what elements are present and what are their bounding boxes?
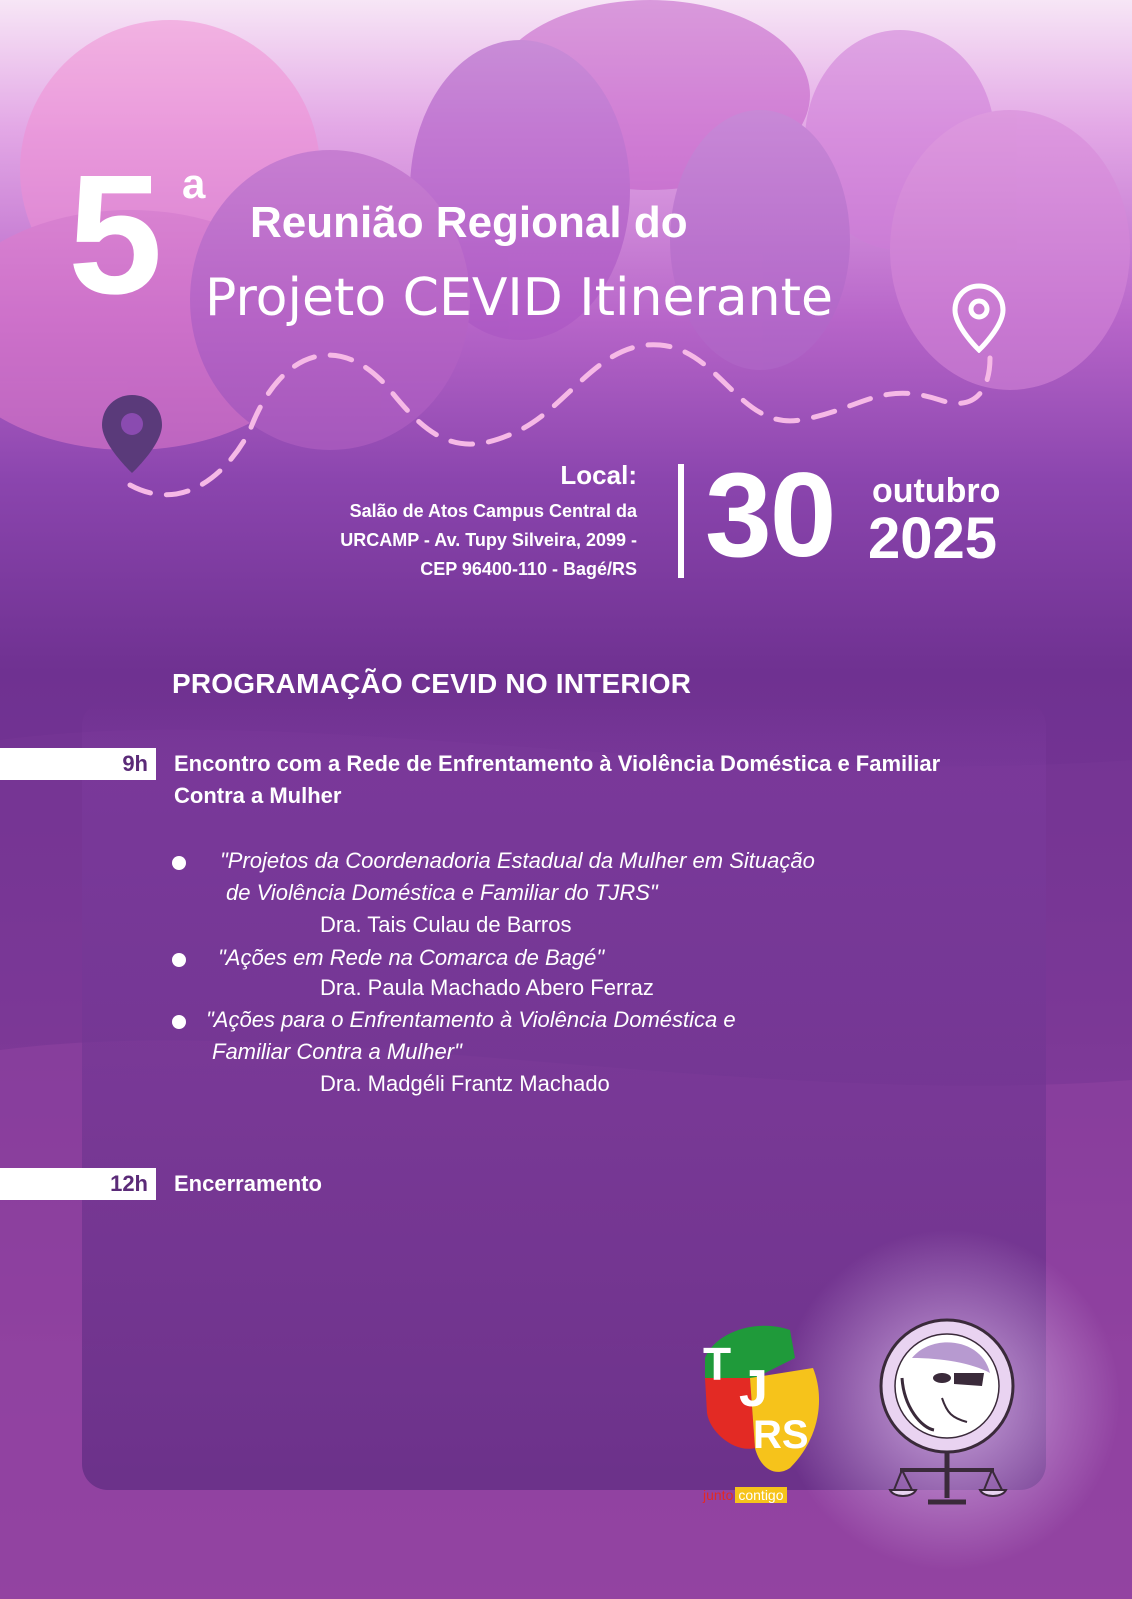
venue-address (257, 497, 637, 584)
cevid-emblem-icon (872, 1318, 1022, 1516)
svg-text:T: T (703, 1338, 732, 1390)
tjrs-emblem-icon (695, 1318, 835, 1488)
svg-text:RS: RS (753, 1413, 809, 1457)
event-year: 2025 (868, 506, 998, 571)
talk-title (206, 1004, 736, 1068)
page-title-line2: Projeto CEVID Itinerante (205, 268, 834, 328)
map-pin-end-icon (952, 283, 1006, 353)
talk-speaker: Dra. Madgéli Frantz Machado (320, 1071, 610, 1096)
page-title-line1: Reunião Regional do (250, 198, 688, 247)
tagline-contigo: contigo (735, 1487, 786, 1503)
event-month: outubro (872, 472, 1001, 510)
bullet-icon (172, 1015, 186, 1029)
bullet-icon (172, 856, 186, 870)
talk-title (220, 845, 815, 909)
venue-address-line: CEP 96400-110 - Bagé/RS (420, 559, 637, 579)
tjrs-logo (695, 1318, 835, 1518)
talk-title (218, 942, 604, 974)
svg-text:J: J (739, 1360, 768, 1418)
talk-title-line: Familiar Contra a Mulher" (212, 1039, 462, 1064)
talk-title-line: "Projetos da Coordenadoria Estadual da Mulher em Situação (220, 848, 815, 873)
date-divider (678, 464, 684, 578)
slot-title-closing: Encerramento (174, 1171, 322, 1196)
venue-label: Local: (560, 460, 637, 490)
time-tag-12h: 12h (0, 1168, 156, 1200)
map-pin-start-icon (100, 393, 164, 475)
event-day: 30 (705, 448, 835, 582)
talk-title-line: "Ações em Rede na Comarca de Bagé" (218, 945, 605, 970)
talk-title-line: de Violência Doméstica e Familiar do TJRS" (226, 880, 658, 905)
talk-speaker: Dra. Tais Culau de Barros (320, 912, 572, 937)
program-title: PROGRAMAÇÃO CEVID NO INTERIOR (172, 668, 692, 699)
talk-title-line: "Ações para o Enfrentamento à Violência Doméstica e (206, 1007, 736, 1032)
tagline-junto: junto (703, 1487, 734, 1503)
slot-title: Encontro com a Rede de Enfrentamento à Violência Doméstica e Familiar Contra a Mulher (174, 751, 941, 808)
edition-ordinal: a (182, 160, 206, 207)
tjrs-tagline (701, 1486, 787, 1504)
talk-speaker: Dra. Paula Machado Abero Ferraz (320, 975, 654, 1000)
edition-number: 5 (68, 140, 159, 330)
venue-address-line: URCAMP - Av. Tupy Silveira, 2099 - (340, 530, 637, 550)
venue-address-line: Salão de Atos Campus Central da (349, 501, 637, 521)
bullet-icon (172, 953, 186, 967)
time-tag-9h: 9h (0, 748, 156, 780)
